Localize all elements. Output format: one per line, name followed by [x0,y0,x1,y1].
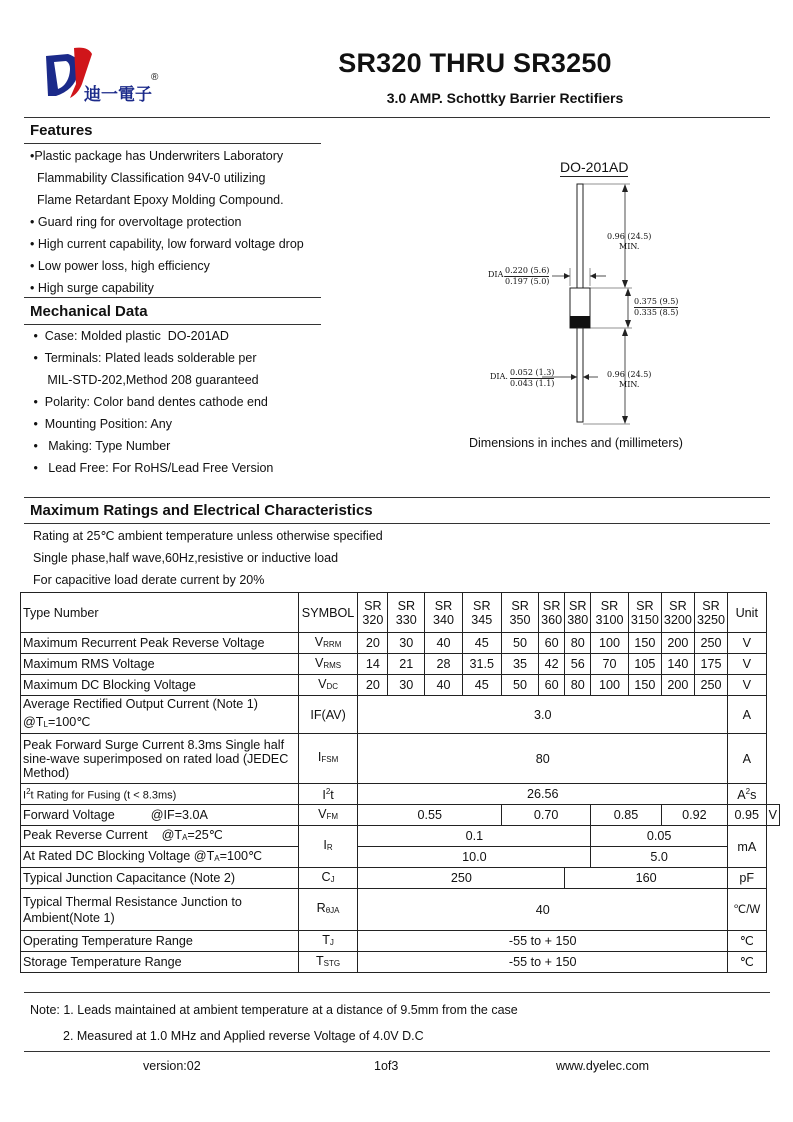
table-row [21,805,780,826]
label-part: =25℃ [187,827,223,842]
symbol-sub: R [326,843,333,852]
table-cell: 26.56 [358,784,728,805]
dim-body-dia-label: DIA. [488,270,506,279]
table-cell: 30 [388,633,425,654]
table-cell: 21 [388,654,425,675]
param-label: Storage Temperature Range [21,952,299,973]
table-cell: 40 [425,675,462,696]
table-cell: 160 [565,868,728,889]
table-cell: 140 [661,654,694,675]
param-symbol [298,868,358,889]
model-number: 380 [567,612,589,627]
model-number: 3100 [595,612,624,627]
table-cell: 40 [425,633,462,654]
model-prefix: SR [434,598,453,613]
header-model [591,593,629,633]
table-cell: 150 [628,633,661,654]
divider [24,297,321,298]
param-symbol [298,889,358,931]
table-cell: 80 [565,633,591,654]
param-label: Maximum RMS Voltage [21,654,299,675]
label-part: @IF=3.0A [150,808,208,822]
dim-value: 0.96 (24.5) [607,232,652,241]
dim-value: 0.052 (1.3) [510,368,555,377]
table-cell: 50 [501,675,538,696]
symbol-sub: RMS [323,660,342,670]
label-part: I [23,789,27,802]
param-label: Maximum Recurrent Peak Reverse Voltage [21,633,299,654]
param-label [21,847,299,868]
table-cell: 40 [358,889,728,931]
model-number: 3150 [630,612,659,627]
label-sub: L [43,720,48,729]
table-cell: 105 [628,654,661,675]
model-prefix: SR [702,598,720,613]
label-line: Typical Thermal Resistance Junction to [23,894,242,909]
param-label [21,784,299,805]
header-model [462,593,501,633]
symbol-sub: J [330,874,335,884]
param-label: Typical Junction Capacitance (Note 2) [21,868,299,889]
label-part: Forward Voltage [23,808,115,822]
param-symbol: IF(AV) [298,696,358,734]
ratings-heading: Maximum Ratings and Electrical Characteristics [30,502,373,519]
table-cell: 31.5 [462,654,501,675]
feature-line: • Low power loss, high efficiency [30,259,210,273]
symbol-main: T [322,932,330,947]
unit-cell: A [727,696,766,734]
table-cell: 0.85 [591,805,662,826]
model-prefix: SR [364,598,382,613]
unit-cell: ℃ [727,931,766,952]
label-part: At Rated DC Blocking Voltage @T [23,848,215,863]
param-label [21,734,299,784]
table-cell: 50 [501,633,538,654]
symbol-main: I [323,838,327,852]
divider [24,1051,770,1052]
divider [24,497,770,498]
symbol-main: R [316,901,326,915]
model-number: 3250 [696,612,725,627]
dim-lead-length-top [607,232,651,252]
label-part: @T [161,827,183,842]
model-number: 350 [509,612,531,627]
param-label [21,826,299,847]
diagram-caption: Dimensions in inches and (millimeters) [469,436,683,450]
footer-page-number: 1of3 [374,1059,399,1073]
registered-mark: ® [151,72,159,83]
unit-cell: V [766,805,779,826]
feature-line: Flame Retardant Epoxy Molding Compound. [30,193,284,207]
param-symbol [298,826,358,868]
label-line: sine-wave superimposed on rated load (JEDEC [23,751,289,766]
label-line: Average Rectified Output Current (Note 1) [23,697,258,711]
table-cell: 5.0 [591,847,728,868]
dim-value: 0.335 (8.5) [634,308,679,317]
dim-value: 0.043 (1.1) [510,379,555,388]
feature-line: •Plastic package has Underwriters Laboratory [30,149,284,163]
symbol-sub: J [329,937,334,947]
symbol-main: C [321,869,331,884]
table-cell: 200 [661,633,694,654]
symbol-sub: STG [323,958,341,968]
label-line [23,715,296,732]
symbol-sub: DC [326,681,339,691]
table-header-row [21,593,780,633]
package-label: DO-201AD [560,159,629,175]
unit-cell: mA [727,826,766,868]
header-model [565,593,591,633]
model-number: 3200 [663,612,692,627]
table-cell: 42 [539,654,565,675]
label-part: Peak Reverse Current [23,827,148,842]
table-cell: 100 [591,675,629,696]
divider [24,143,321,144]
note-2: 2. Measured at 1.0 MHz and Applied reverse Voltage of 4.0V D.C [63,1029,424,1043]
unit-part: A [737,788,746,803]
symbol-sub: FSM [321,755,339,764]
table-row [21,734,780,784]
table-cell: 35 [501,654,538,675]
param-symbol [298,734,358,784]
param-label: Operating Temperature Range [21,931,299,952]
model-prefix: SR [636,598,654,613]
table-cell: 60 [539,633,565,654]
dim-value: 0.96 (24.5) [607,370,652,379]
table-cell: 0.70 [501,805,590,826]
header-model [501,593,538,633]
table-cell: 80 [565,675,591,696]
table-cell: 200 [661,675,694,696]
table-row [21,633,780,654]
dim-lead-length-bottom [607,370,651,390]
table-cell: 0.55 [358,805,501,826]
param-symbol [298,675,358,696]
features-list [30,145,304,299]
table-cell: 70 [591,654,629,675]
header-type-number: Type Number [21,593,299,633]
table-cell: 28 [425,654,462,675]
mechanical-line: • Making: Type Number [30,439,171,453]
symbol-sub: θJA [325,906,340,915]
table-row [21,889,780,931]
table-cell: 56 [565,654,591,675]
table-cell: 250 [358,868,565,889]
mechanical-heading: Mechanical Data [30,303,148,320]
param-symbol [298,931,358,952]
table-row [21,868,780,889]
symbol-sub: RRM [323,639,342,649]
page-title: SR320 THRU SR3250 [338,48,612,78]
symbol-main: T [315,953,324,968]
feature-line: Flammability Classification 94V-0 utilizing [30,171,266,185]
dim-lead-dia [510,368,554,389]
feature-line: • Guard ring for overvoltage protection [30,215,242,229]
label-part: t Rating for Fusing (t < 8.3ms) [30,789,177,802]
dim-min: MIN. [619,380,640,389]
dim-body-length [634,297,678,318]
unit-part: s [750,788,757,803]
table-cell: 45 [462,633,501,654]
param-label [21,696,299,734]
param-label [21,805,299,826]
model-prefix: SR [669,598,687,613]
condition-line: For capacitive load derate current by 20% [33,573,265,587]
feature-line: • High surge capability [30,281,154,295]
model-prefix: SR [397,598,416,613]
header-model [628,593,661,633]
table-row [21,696,780,734]
divider [24,523,770,524]
param-symbol [298,633,358,654]
dim-value: 0.375 (9.5) [634,297,679,306]
param-symbol [298,805,358,826]
table-cell: 150 [628,675,661,696]
page-subtitle: 3.0 AMP. Schottky Barrier Rectifiers [386,90,624,106]
unit-cell: V [727,633,766,654]
header-model [694,593,727,633]
table-cell: -55 to + 150 [358,931,728,952]
table-cell: 0.95 [727,805,766,826]
unit-cell: pF [727,868,766,889]
table-cell: 175 [694,654,727,675]
footer-website: www.dyelec.com [556,1059,650,1073]
condition-line: Single phase,half wave,60Hz,resistive or inductive load [33,551,339,565]
table-row [21,654,780,675]
company-logo [38,44,178,106]
symbol-sub: FM [326,811,339,821]
note-1: Note: 1. Leads maintained at ambient temperature at a distance of 9.5mm from the case [30,1003,518,1017]
ratings-conditions [33,525,383,591]
ratings-table [20,592,780,973]
unit-cell: A [727,734,766,784]
unit-sup: 2 [745,787,751,797]
header-symbol: SYMBOL [298,593,358,633]
table-cell: 14 [358,654,388,675]
table-cell: 45 [462,675,501,696]
divider [24,117,770,118]
mechanical-line: • Mounting Position: Any [30,417,172,431]
table-row [21,675,780,696]
table-cell: 250 [694,633,727,654]
param-symbol [298,654,358,675]
model-number: 340 [433,612,455,627]
unit-cell: ℃ [727,952,766,973]
dim-body-dia [505,266,549,287]
table-cell: 250 [694,675,727,696]
param-symbol [298,784,358,805]
model-prefix: SR [568,598,587,613]
header-model [358,593,388,633]
dim-min: MIN. [619,242,640,251]
label-line: Method) [23,765,70,780]
model-prefix: SR [473,598,491,613]
symbol-main: I [317,750,322,764]
dim-value: 0.220 (5.6) [505,266,550,275]
condition-line: Rating at 25℃ ambient temperature unless otherwise specified [33,529,383,543]
table-cell: 100 [591,633,629,654]
header-model [425,593,462,633]
feature-line: • High current capability, low forward voltage drop [30,237,304,251]
table-cell: 0.05 [591,826,728,847]
mechanical-line: • Case: Molded plastic DO-201AD [30,329,229,343]
symbol-sup: 2 [325,787,331,797]
header-unit: Unit [727,593,766,633]
footer-version: version:02 [143,1059,201,1073]
label-part: @T [23,715,44,729]
logo-text: 迪一電子 [84,85,152,104]
table-cell: 20 [358,633,388,654]
label-line: Peak Forward Surge Current 8.3ms Single half [23,737,285,752]
label-part: =100℃ [47,715,91,729]
mechanical-line: • Polarity: Color band dentes cathode end [30,395,268,409]
symbol-part: I [322,788,326,803]
table-row [21,784,780,805]
model-number: 345 [471,612,493,627]
unit-cell [727,784,766,805]
table-row [21,931,780,952]
model-prefix: SR [542,598,561,613]
dim-lead-dia-label: DIA. [490,372,508,381]
table-cell: 30 [388,675,425,696]
table-cell: 20 [358,675,388,696]
table-row [21,847,780,868]
mechanical-line: • Lead Free: For RoHS/Lead Free Version [30,461,274,475]
label-sub: A [182,832,188,842]
mechanical-list [30,325,273,479]
divider [24,992,770,993]
param-symbol [298,952,358,973]
header-model [388,593,425,633]
unit-cell: V [727,675,766,696]
label-sup: 2 [26,787,31,797]
model-number: 360 [541,612,563,627]
table-row [21,826,780,847]
mechanical-line: MIL-STD-202,Method 208 guaranteed [30,373,259,387]
model-number: 330 [395,612,417,627]
model-number: 320 [362,612,384,627]
model-prefix: SR [600,598,619,613]
symbol-main: V [318,806,327,821]
symbol-main: V [314,634,324,649]
param-label: Maximum DC Blocking Voltage [21,675,299,696]
table-cell: -55 to + 150 [358,952,728,973]
dim-value: 0.197 (5.0) [505,277,550,286]
symbol-main: V [318,676,327,691]
table-cell: 0.1 [358,826,591,847]
model-prefix: SR [511,598,529,613]
symbol-part: t [330,788,334,803]
table-cell: 3.0 [358,696,728,734]
symbol-main: V [314,655,324,670]
param-label [21,889,299,931]
unit-cell: V [727,654,766,675]
features-heading: Features [30,122,93,139]
table-cell: 0.92 [661,805,727,826]
table-row [21,952,780,973]
unit-cell: ℃/W [727,889,766,931]
table-cell: 60 [539,675,565,696]
mechanical-line: • Terminals: Plated leads solderable per [30,351,257,365]
label-sub: A [214,853,220,863]
label-line: Ambient(Note 1) [23,910,115,925]
label-part: =100℃ [219,848,263,863]
header-model [539,593,565,633]
table-cell: 10.0 [358,847,591,868]
table-cell: 80 [358,734,728,784]
header-model [661,593,694,633]
